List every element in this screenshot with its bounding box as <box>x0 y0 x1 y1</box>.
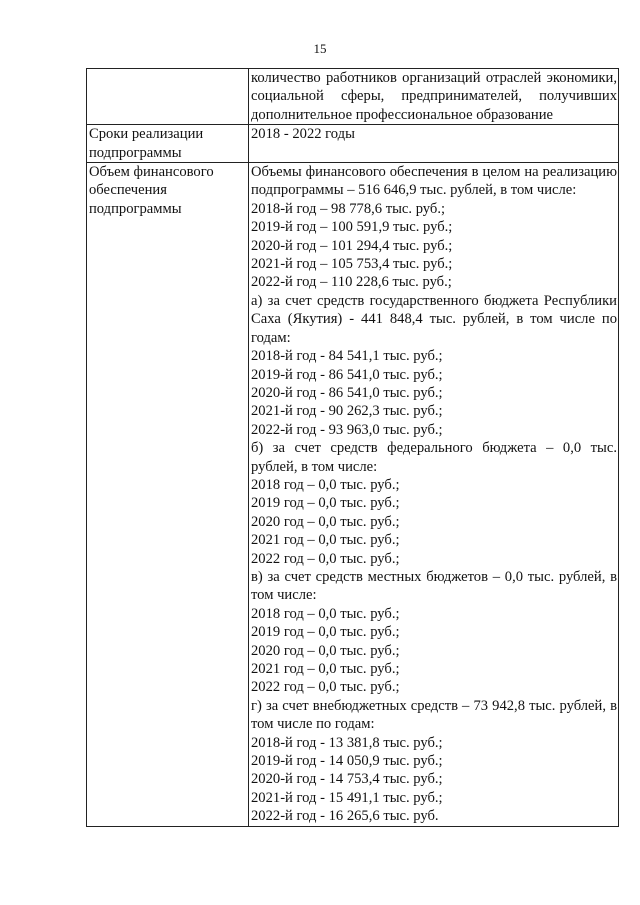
total-year-line: 2020-й год – 101 294,4 тыс. руб.; <box>251 237 453 254</box>
extrabudgetary-year-line: 2021-й год - 15 491,1 тыс. руб.; <box>251 789 443 806</box>
funding-volume-label: Объем финансового обеспечения подпрограммы <box>87 163 249 827</box>
local-budget-heading: в) за счет средств местных бюджетов – 0,0 тыс. рублей, в том числе: <box>251 568 617 604</box>
local-budget-year-line: 2019 год – 0,0 тыс. руб.; <box>251 624 400 641</box>
table-row <box>87 125 619 163</box>
extrabudgetary-year-line: 2019-й год - 14 050,9 тыс. руб.; <box>251 753 443 770</box>
funding-intro: Объемы финансового обеспечения в целом на реализацию подпрограммы – 516 646,9 тыс. рублей, в том числе: <box>251 164 617 199</box>
implementation-period-label: Сроки реализации подпрограммы <box>87 125 249 163</box>
total-year-line: 2019-й год – 100 591,9 тыс. руб.; <box>251 219 453 236</box>
extrabudgetary-year-line: 2018-й год - 13 381,8 тыс. руб.; <box>251 734 443 751</box>
local-budget-year-line: 2022 год – 0,0 тыс. руб.; <box>251 679 400 696</box>
table-row <box>87 163 619 827</box>
row-label <box>87 69 249 125</box>
local-budget-year-line: 2020 год – 0,0 тыс. руб.; <box>251 642 400 659</box>
state-budget-year-line: 2022-й год - 93 963,0 тыс. руб.; <box>251 421 443 438</box>
extrabudgetary-year-line: 2020-й год - 14 753,4 тыс. руб.; <box>251 771 443 788</box>
subprogram-passport-table <box>86 68 619 827</box>
employees-trained-indicator: количество работников организаций отраслей экономики, социальной сферы, предпринимателей, получивших дополнительное профессиональное образование <box>249 69 619 125</box>
funding-volume-cell <box>249 163 619 827</box>
federal-budget-year-line: 2020 год – 0,0 тыс. руб.; <box>251 513 400 530</box>
federal-budget-year-line: 2021 год – 0,0 тыс. руб.; <box>251 532 400 549</box>
table-row <box>87 69 619 125</box>
state-budget-year-line: 2018-й год - 84 541,1 тыс. руб.; <box>251 348 443 365</box>
federal-budget-year-line: 2019 год – 0,0 тыс. руб.; <box>251 495 400 512</box>
state-budget-year-line: 2019-й год - 86 541,0 тыс. руб.; <box>251 366 443 383</box>
total-year-line: 2022-й год – 110 228,6 тыс. руб.; <box>251 274 452 291</box>
federal-budget-heading: б) за счет средств федерального бюджета – 0,0 тыс. рублей, в том числе: <box>251 440 617 475</box>
total-year-line: 2018-й год – 98 778,6 тыс. руб.; <box>251 200 446 217</box>
page-number: 15 <box>313 41 327 56</box>
local-budget-year-line: 2021 год – 0,0 тыс. руб.; <box>251 661 400 677</box>
federal-budget-year-line: 2018 год – 0,0 тыс. руб.; <box>251 476 400 493</box>
total-year-line: 2021-й год – 105 753,4 тыс. руб.; <box>251 256 453 273</box>
state-budget-heading: а) за счет средств государственного бюджета Республики Саха (Якутия) - 441 848,4 тыс. рублей, в том числе по годам: <box>251 292 617 346</box>
local-budget-year-line: 2018 год – 0,0 тыс. руб.; <box>251 605 400 622</box>
extrabudgetary-heading: г) за счет внебюджетных средств – 73 942,8 тыс. рублей, в том числе по годам: <box>251 697 617 733</box>
extrabudgetary-year-line: 2022-й год - 16 265,6 тыс. руб. <box>251 808 439 825</box>
state-budget-year-line: 2021-й год - 90 262,3 тыс. руб.; <box>251 403 443 420</box>
implementation-period-value: 2018 - 2022 годы <box>249 125 619 163</box>
state-budget-year-line: 2020-й год - 86 541,0 тыс. руб.; <box>251 384 443 401</box>
federal-budget-year-line: 2022 год – 0,0 тыс. руб.; <box>251 550 400 567</box>
